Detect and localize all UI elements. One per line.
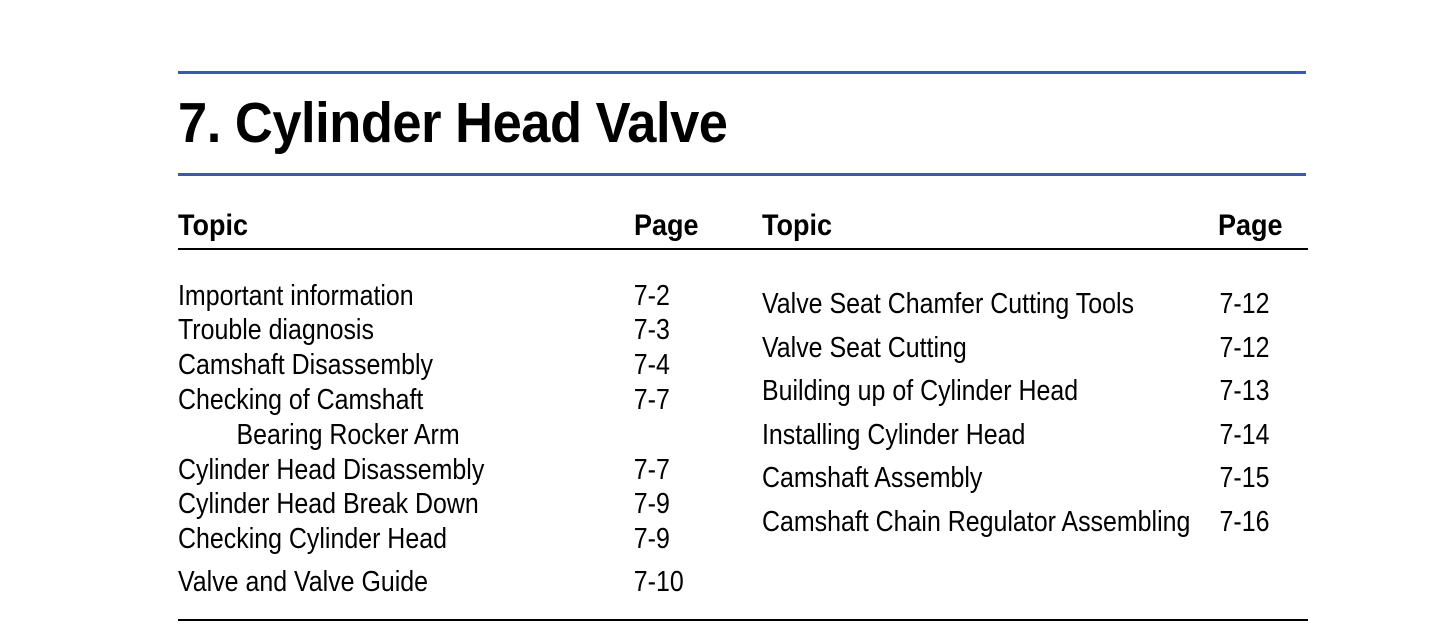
toc-topic: Camshaft Chain Regulator Assembling (762, 506, 1191, 538)
right-page-header: Page (1218, 209, 1283, 242)
toc-topic: Important information (178, 280, 414, 312)
toc-topic: Cylinder Head Break Down (178, 488, 479, 520)
toc-page: 7-12 (1219, 332, 1270, 364)
toc-topic: Camshaft Assembly (762, 462, 983, 494)
toc-page: 7-12 (1219, 288, 1270, 320)
bottom-rule (178, 619, 1308, 621)
toc-topic: Building up of Cylinder Head (762, 375, 1079, 407)
toc-page: 7-14 (1219, 419, 1270, 451)
toc-topic: Installing Cylinder Head (762, 419, 1026, 451)
toc-page: 7-16 (1219, 506, 1270, 538)
toc-page: 7-7 (633, 454, 670, 486)
toc-topic: Trouble diagnosis (178, 314, 374, 346)
toc-topic: Valve Seat Chamfer Cutting Tools (762, 288, 1134, 320)
left-topic-header: Topic (178, 209, 249, 242)
toc-topic: Valve Seat Cutting (762, 332, 967, 364)
title-top-rule (178, 71, 1306, 74)
left-page-header: Page (634, 209, 699, 242)
title-bottom-rule (178, 173, 1306, 176)
toc-topic: Bearing Rocker Arm (236, 419, 460, 451)
header-rule (178, 248, 1308, 250)
toc-page: 7-10 (633, 566, 684, 598)
toc-topic: Checking Cylinder Head (178, 523, 447, 555)
toc-page: 7-2 (633, 280, 670, 312)
toc-page: 7-3 (633, 314, 670, 346)
toc-page: 7-4 (633, 349, 670, 381)
toc-page: 7-7 (633, 384, 670, 416)
toc-topic: Camshaft Disassembly (178, 349, 434, 381)
page-title: 7. Cylinder Head Valve (178, 91, 728, 155)
toc-page: 7-13 (1219, 375, 1270, 407)
toc-topic: Valve and Valve Guide (178, 566, 429, 598)
toc-topic: Checking of Camshaft (178, 384, 424, 416)
toc-page: 7-15 (1219, 462, 1270, 494)
toc-page: 7-9 (633, 523, 670, 555)
right-topic-header: Topic (762, 209, 833, 242)
toc-page: 7-9 (633, 488, 670, 520)
toc-topic: Cylinder Head Disassembly (178, 454, 485, 486)
